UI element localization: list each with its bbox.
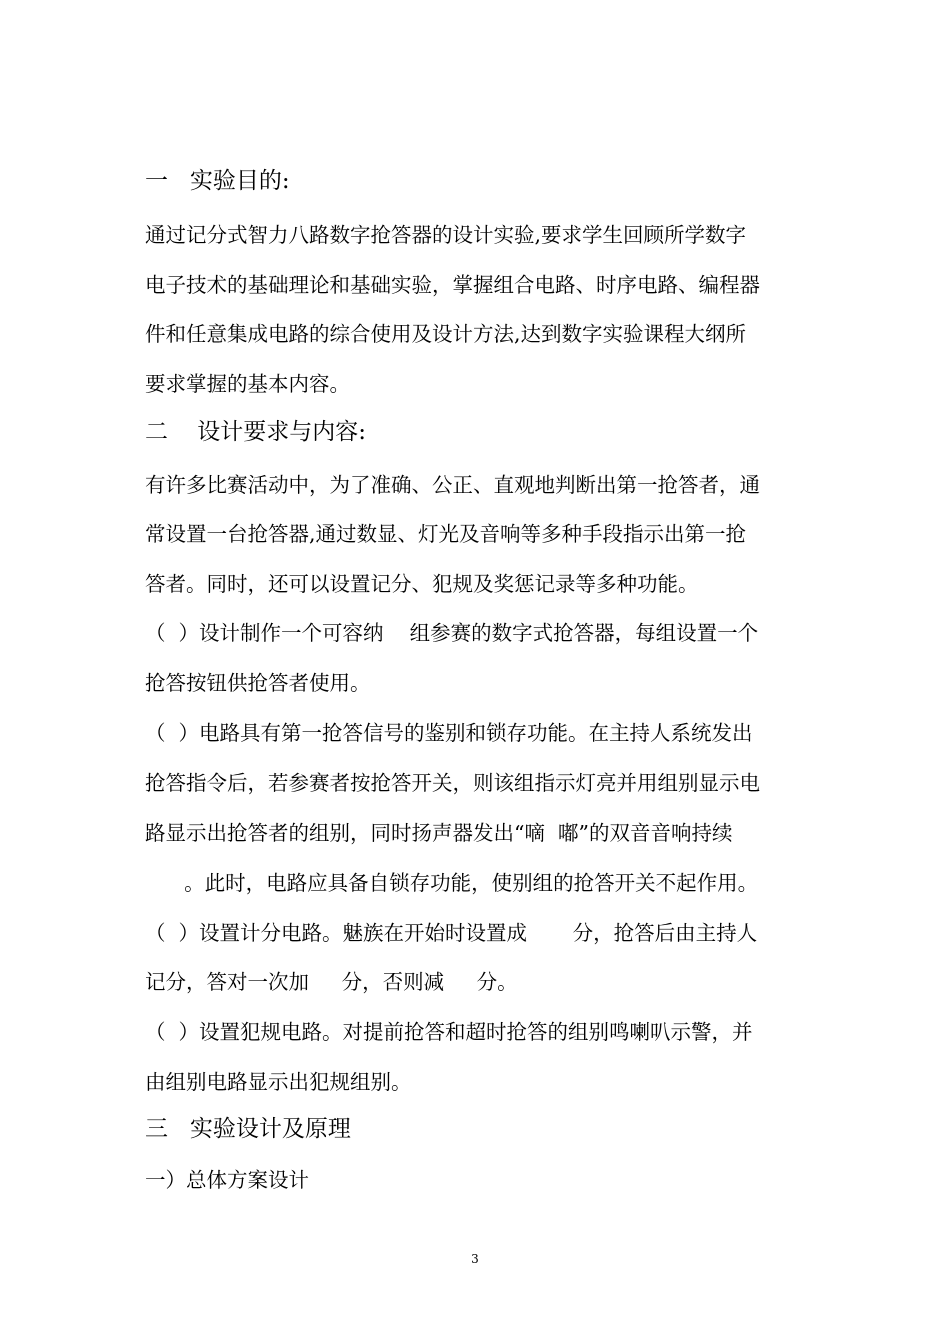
- section-2-line: 由组别电路显示出犯规组别。: [145, 1070, 412, 1094]
- section-2-line: 常设置一台抢答器,通过数显、灯光及音响等多种手段指示出第一抢: [145, 522, 747, 546]
- section-3-subheading: 一）总体方案设计: [145, 1168, 309, 1192]
- section-2-line: 抢答指令后，若参赛者按抢答开关，则该组指示灯亮并用组别显示电: [145, 771, 760, 795]
- section-2-line: 抢答按钮供抢答者使用。: [145, 671, 371, 695]
- section-2-line: （ ）设计制作一个可容纳 组参赛的数字式抢答器，每组设置一个: [145, 621, 759, 645]
- section-2-line: 有许多比赛活动中，为了准确、公正、直观地判断出第一抢答者，通: [145, 473, 760, 497]
- section-2-line: 。此时，电路应具备自锁存功能，使别组的抢答开关不起作用。: [145, 871, 759, 895]
- section-1-line: 通过记分式智力八路数字抢答器的设计实验,要求学生回顾所学数字: [145, 223, 747, 247]
- section-2-line: 答者。同时，还可以设置记分、犯规及奖惩记录等多种功能。: [145, 572, 699, 596]
- section-2-line: （ ）设置计分电路。魅族在开始时设置成 分，抢答后由主持人: [145, 921, 758, 945]
- section-1-line: 件和任意集成电路的综合使用及设计方法,达到数字实验课程大纲所: [145, 322, 747, 346]
- section-3-heading: 三 实验设计及原理: [145, 1116, 351, 1142]
- section-2-line: （ ）设置犯规电路。对提前抢答和超时抢答的组别鸣喇叭示警，并: [145, 1020, 753, 1044]
- section-2-line: 路显示出抢答者的组别，同时扬声器发出“嘀 嘟”的双音音响持续: [145, 821, 733, 845]
- section-1-heading: 一 实验目的:: [145, 168, 290, 194]
- section-1-line: 电子技术的基础理论和基础实验，掌握组合电路、时序电路、编程器: [145, 273, 760, 297]
- page-number: 3: [471, 1252, 479, 1266]
- section-2-line: 记分，答对一次加 分，否则减 分。: [145, 970, 518, 994]
- section-2-line: （ ）电路具有第一抢答信号的鉴别和锁存功能。在主持人系统发出: [145, 721, 753, 745]
- section-1-line: 要求掌握的基本内容。: [145, 372, 350, 396]
- section-2-heading: 二 设计要求与内容:: [145, 419, 366, 445]
